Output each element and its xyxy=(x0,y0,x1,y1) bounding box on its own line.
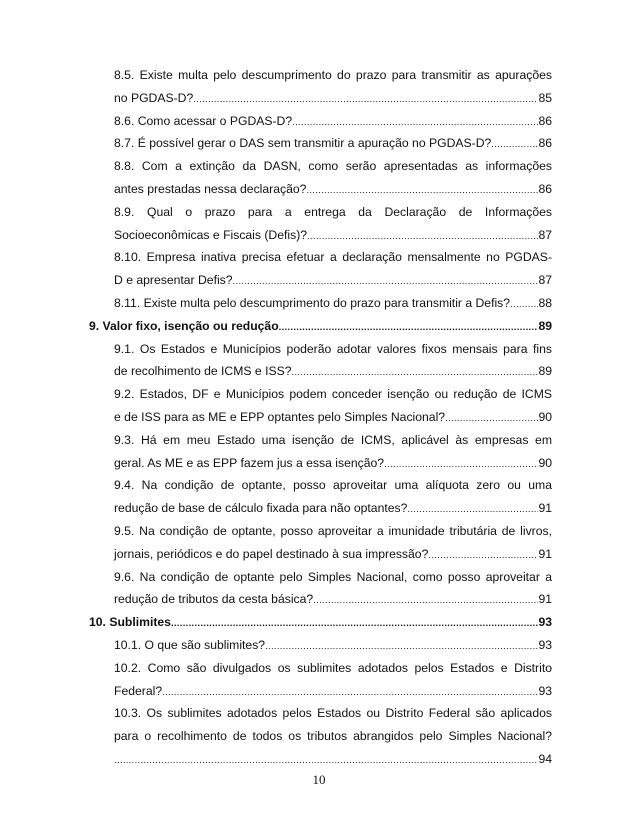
toc-entry-9-1-line-1: 9.1. Os Estados e Municípios poderão adotar valores fixos mensais para fins xyxy=(114,341,552,356)
toc-section-title: 10. Sublimites xyxy=(89,615,171,630)
toc-entry-10-3-line-2: para o recolhimento de todos os tributos abrangidos pelo Simples Nacional? xyxy=(114,729,552,744)
toc-entry-10-3-line-3[interactable] xyxy=(89,748,552,771)
dot-leader xyxy=(279,317,539,338)
dot-leader xyxy=(265,636,538,657)
table-of-contents xyxy=(89,64,552,771)
toc-page-number: 87 xyxy=(538,227,552,242)
toc-page-number: 90 xyxy=(538,409,552,424)
toc-entry-text: antes prestadas nessa declaração? xyxy=(114,181,307,196)
toc-entry-9-1-line-2[interactable] xyxy=(89,360,552,383)
toc-page-number: 90 xyxy=(538,455,552,470)
toc-entry-10-1[interactable] xyxy=(89,634,552,657)
toc-page-number: 87 xyxy=(538,273,552,288)
toc-page-number: 88 xyxy=(538,295,552,310)
dot-leader xyxy=(233,271,539,292)
toc-page-number: 89 xyxy=(538,364,552,379)
toc-entry-text: 8.6. Como acessar o PGDAS-D? xyxy=(114,113,293,128)
toc-section-9[interactable] xyxy=(89,315,552,338)
toc-entry-9-6-line-1: 9.6. Na condição de optante pelo Simples Nacional, como posso aproveitar a xyxy=(114,569,552,584)
dot-leader xyxy=(114,750,538,771)
toc-entry-text: e de ISS para as ME e EPP optantes pelo Simples Nacional? xyxy=(114,409,446,424)
toc-entry-text: jornais, periódicos e do papel destinado à sua impressão? xyxy=(114,546,429,561)
toc-section-title: 9. Valor fixo, isenção ou redução xyxy=(89,318,279,333)
toc-entry-text: redução de base de cálculo fixada para não optantes? xyxy=(114,501,408,516)
toc-entry-8-10-line-2[interactable] xyxy=(89,269,552,292)
toc-entry-8-5-line-2[interactable] xyxy=(89,87,552,110)
toc-entry-8-10-line-1: 8.10. Empresa inativa precisa efetuar a declaração mensalmente no PGDAS- xyxy=(114,250,552,265)
toc-entry-text: de recolhimento de ICMS e ISS? xyxy=(114,364,292,379)
toc-entry-10-2-line-2[interactable] xyxy=(89,680,552,703)
dot-leader xyxy=(428,545,538,566)
dot-leader xyxy=(313,590,538,611)
toc-entry-text: 8.7. É possível gerar o DAS sem transmitir a apuração no PGDAS-D? xyxy=(114,136,492,151)
toc-entry-9-5-line-2[interactable] xyxy=(89,543,552,566)
toc-entry-10-3-line-1: 10.3. Os sublimites adotados pelos Estados ou Distrito Federal são aplicados xyxy=(114,706,552,721)
toc-page-number: 86 xyxy=(538,136,552,151)
toc-page-number: 91 xyxy=(538,501,552,516)
dot-leader xyxy=(292,362,539,383)
toc-entry-9-3-line-2[interactable] xyxy=(89,452,552,475)
toc-page-number: 94 xyxy=(538,751,552,766)
toc-entry-8-11[interactable] xyxy=(89,292,552,315)
toc-page-number: 93 xyxy=(538,615,552,630)
toc-entry-8-7[interactable] xyxy=(89,132,552,155)
dot-leader xyxy=(292,112,538,133)
dot-leader xyxy=(384,454,538,475)
toc-entry-text: D e apresentar Defis? xyxy=(114,273,233,288)
toc-page-number: 91 xyxy=(538,546,552,561)
toc-entry-9-4-line-1: 9.4. Na condição de optante, posso aproveitar uma alíquota zero ou uma xyxy=(114,478,552,493)
toc-entry-10-2-line-1: 10.2. Como são divulgados os sublimites adotados pelos Estados e Distrito xyxy=(114,660,552,675)
toc-entry-text: no PGDAS-D? xyxy=(114,90,194,105)
dot-leader xyxy=(510,294,538,315)
toc-page-number: 86 xyxy=(538,181,552,196)
toc-entry-9-6-line-2[interactable] xyxy=(89,588,552,611)
toc-entry-9-4-line-2[interactable] xyxy=(89,497,552,520)
toc-entry-9-3-line-1: 9.3. Há em meu Estado uma isenção de ICMS, aplicável às empresas em xyxy=(114,432,552,447)
toc-page-number: 93 xyxy=(538,637,552,652)
toc-section-10[interactable] xyxy=(89,611,552,634)
toc-entry-text: 8.11. Existe multa pelo descumprimento do prazo para transmitir a Defis? xyxy=(114,295,511,310)
toc-entry-9-2-line-1: 9.2. Estados, DF e Municípios podem conceder isenção ou redução de ICMS xyxy=(114,387,552,402)
dot-leader xyxy=(491,134,538,155)
toc-entry-text: 10.1. O que são sublimites? xyxy=(114,637,266,652)
toc-entry-text: redução de tributos da cesta básica? xyxy=(114,592,314,607)
dot-leader xyxy=(193,89,538,110)
toc-page-number: 89 xyxy=(538,318,552,333)
dot-leader xyxy=(445,408,538,429)
toc-entry-9-5-line-1: 9.5. Na condição de optante, posso aproveitar a imunidade tributária de livros, xyxy=(114,523,552,538)
toc-entry-8-5-line-1: 8.5. Existe multa pelo descumprimento do prazo para transmitir as apurações xyxy=(114,68,552,82)
toc-entry-9-2-line-2[interactable] xyxy=(89,406,552,429)
toc-page-number: 86 xyxy=(538,113,552,128)
toc-entry-text: geral. As ME e as EPP fazem jus a essa isenção? xyxy=(114,455,385,470)
toc-entry-8-6[interactable] xyxy=(89,110,552,133)
dot-leader xyxy=(162,682,538,703)
toc-page-number: 93 xyxy=(538,683,552,698)
toc-page-number: 91 xyxy=(538,592,552,607)
dot-leader xyxy=(306,180,538,201)
dot-leader xyxy=(307,226,538,247)
toc-entry-text: Socioeconômicas e Fiscais (Defis)? xyxy=(114,227,308,242)
toc-entry-text: Federal? xyxy=(114,683,163,698)
page-number: 10 xyxy=(312,772,326,787)
toc-entry-8-8-line-1: 8.8. Com a extinção da DASN, como serão apresentadas as informações xyxy=(114,159,552,174)
toc-entry-8-9-line-2[interactable] xyxy=(89,224,552,247)
dot-leader xyxy=(171,613,538,634)
toc-entry-8-9-line-1: 8.9. Qual o prazo para a entrega da Declaração de Informações xyxy=(114,204,552,219)
toc-entry-8-8-line-2[interactable] xyxy=(89,178,552,201)
dot-leader xyxy=(407,499,538,520)
toc-page-number: 85 xyxy=(538,90,552,105)
